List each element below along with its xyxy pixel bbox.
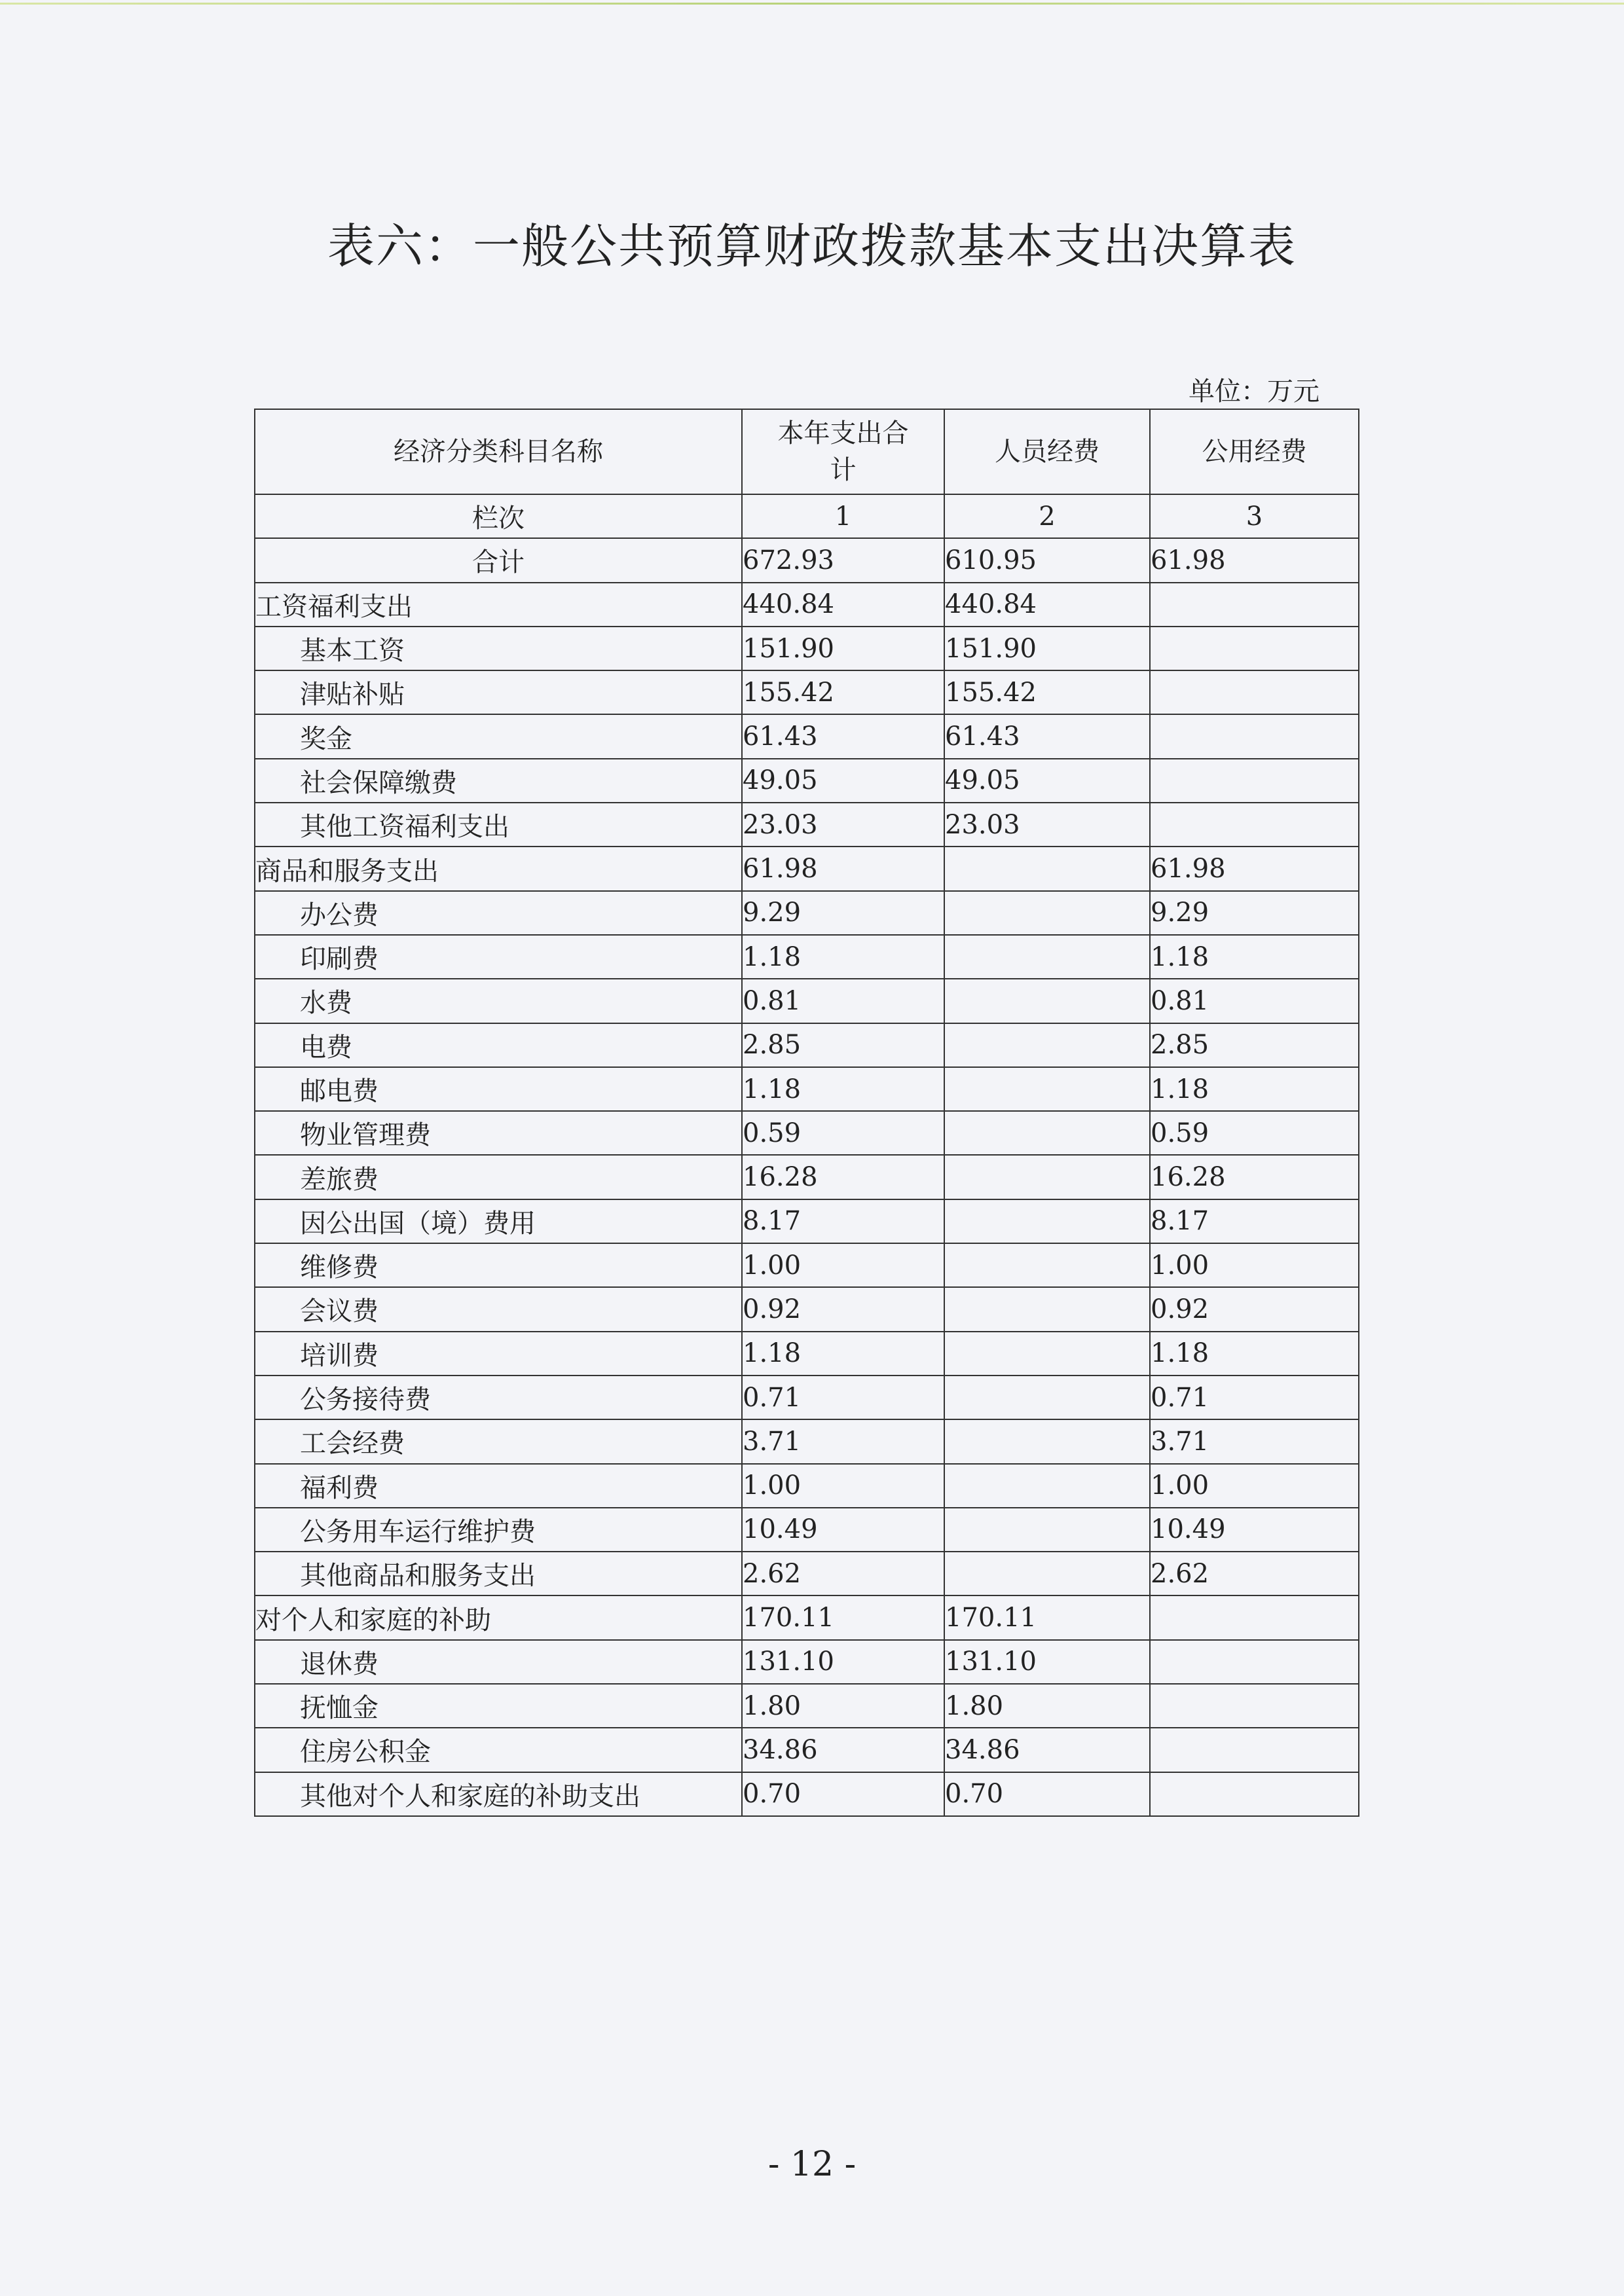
row-public-value: 61.98 [1150, 538, 1359, 582]
row-public-value: 16.28 [1150, 1155, 1359, 1199]
row-total-value: 0.92 [742, 1287, 944, 1331]
row-category-name: 对个人和家庭的补助 [255, 1595, 742, 1639]
row-total-value: 131.10 [742, 1640, 944, 1684]
table-row [255, 891, 1359, 935]
row-personnel-value [944, 1243, 1150, 1287]
row-total-value: 16.28 [742, 1155, 944, 1199]
header-category-name: 经济分类科目名称 [255, 409, 742, 494]
row-total-value: 1.80 [742, 1684, 944, 1728]
row-category-name: 会议费 [255, 1287, 742, 1331]
row-total-value: 49.05 [742, 759, 944, 803]
row-public-value: 0.71 [1150, 1376, 1359, 1419]
row-total-value: 672.93 [742, 538, 944, 582]
row-personnel-value: 170.11 [944, 1595, 1150, 1639]
row-total-value: 151.90 [742, 627, 944, 670]
row-personnel-value [944, 1155, 1150, 1199]
row-personnel-value [944, 979, 1150, 1023]
table-row [255, 803, 1359, 847]
row-public-value: 1.18 [1150, 935, 1359, 979]
row-personnel-value: 61.43 [944, 714, 1150, 758]
row-personnel-value: 34.86 [944, 1728, 1150, 1772]
table-body [255, 494, 1359, 1816]
row-personnel-value [944, 935, 1150, 979]
row-total-value: 10.49 [742, 1508, 944, 1552]
row-category-name: 公务用车运行维护费 [255, 1508, 742, 1552]
row-category-name: 其他商品和服务支出 [255, 1552, 742, 1595]
row-personnel-value [944, 1199, 1150, 1243]
row-category-name: 因公出国（境）费用 [255, 1199, 742, 1243]
table-row [255, 1640, 1359, 1684]
row-personnel-value [944, 1508, 1150, 1552]
row-public-value: 2.85 [1150, 1023, 1359, 1067]
table-row [255, 670, 1359, 714]
row-total-value: 8.17 [742, 1199, 944, 1243]
row-public-value [1150, 714, 1359, 758]
row-category-name: 住房公积金 [255, 1728, 742, 1772]
page-title: 表六：一般公共预算财政拨款基本支出决算表 [327, 219, 1297, 274]
row-public-value [1150, 759, 1359, 803]
row-category-name: 合计 [255, 538, 742, 582]
row-public-value: 1.18 [1150, 1332, 1359, 1376]
row-personnel-value [944, 1552, 1150, 1595]
table-row [255, 1332, 1359, 1376]
row-total-value: 9.29 [742, 891, 944, 935]
row-personnel-value: 155.42 [944, 670, 1150, 714]
row-category-name: 工资福利支出 [255, 583, 742, 627]
table-row [255, 1376, 1359, 1419]
row-public-value [1150, 583, 1359, 627]
row-personnel-value [944, 1376, 1150, 1419]
row-category-name: 培训费 [255, 1332, 742, 1376]
table-row [255, 759, 1359, 803]
table-row [255, 1199, 1359, 1243]
row-public-value [1150, 1684, 1359, 1728]
row-public-value [1150, 670, 1359, 714]
row-category-name: 工会经费 [255, 1419, 742, 1463]
row-category-name: 其他工资福利支出 [255, 803, 742, 847]
row-public-value: 8.17 [1150, 1199, 1359, 1243]
row-total-value: 1.00 [742, 1243, 944, 1287]
header-personnel-expenses: 人员经费 [944, 409, 1150, 494]
table-row [255, 494, 1359, 538]
row-total-value: 1.18 [742, 1332, 944, 1376]
row-personnel-value [944, 1023, 1150, 1067]
header-public-expenses: 公用经费 [1150, 409, 1359, 494]
row-personnel-value [944, 1067, 1150, 1111]
row-category-name: 奖金 [255, 714, 742, 758]
row-personnel-value: 151.90 [944, 627, 1150, 670]
row-total-value: 3.71 [742, 1419, 944, 1463]
row-personnel-value: 1.80 [944, 1684, 1150, 1728]
page-number: - 12 - [767, 2145, 857, 2184]
row-public-value: 0.81 [1150, 979, 1359, 1023]
row-personnel-value [944, 847, 1150, 890]
row-total-value: 1.00 [742, 1464, 944, 1508]
row-total-value: 170.11 [742, 1595, 944, 1639]
row-total-value: 155.42 [742, 670, 944, 714]
row-category-name: 抚恤金 [255, 1684, 742, 1728]
row-personnel-value: 23.03 [944, 803, 1150, 847]
table-row [255, 1508, 1359, 1552]
table-row [255, 538, 1359, 582]
row-personnel-value: 2 [944, 494, 1150, 538]
row-public-value: 3.71 [1150, 1419, 1359, 1463]
row-total-value: 1 [742, 494, 944, 538]
row-personnel-value [944, 1464, 1150, 1508]
row-category-name: 津贴补贴 [255, 670, 742, 714]
row-public-value: 1.00 [1150, 1243, 1359, 1287]
row-total-value: 0.70 [742, 1772, 944, 1816]
row-public-value: 0.92 [1150, 1287, 1359, 1331]
row-personnel-value: 131.10 [944, 1640, 1150, 1684]
row-total-value: 0.59 [742, 1111, 944, 1155]
row-personnel-value [944, 891, 1150, 935]
row-personnel-value [944, 1287, 1150, 1331]
row-category-name: 电费 [255, 1023, 742, 1067]
row-category-name: 栏次 [255, 494, 742, 538]
row-category-name: 基本工资 [255, 627, 742, 670]
table-header-row [255, 409, 1359, 494]
row-category-name: 印刷费 [255, 935, 742, 979]
budget-table [254, 409, 1359, 1817]
row-personnel-value: 440.84 [944, 583, 1150, 627]
row-public-value [1150, 1728, 1359, 1772]
row-category-name: 福利费 [255, 1464, 742, 1508]
table-row [255, 1155, 1359, 1199]
row-public-value [1150, 627, 1359, 670]
row-public-value: 2.62 [1150, 1552, 1359, 1595]
row-public-value: 61.98 [1150, 847, 1359, 890]
row-public-value [1150, 1772, 1359, 1816]
row-personnel-value: 0.70 [944, 1772, 1150, 1816]
row-category-name: 其他对个人和家庭的补助支出 [255, 1772, 742, 1816]
table-row [255, 583, 1359, 627]
row-category-name: 社会保障缴费 [255, 759, 742, 803]
row-personnel-value [944, 1332, 1150, 1376]
row-total-value: 0.81 [742, 979, 944, 1023]
row-public-value: 9.29 [1150, 891, 1359, 935]
unit-label: 单位：万元 [1189, 376, 1320, 407]
table-row [255, 714, 1359, 758]
row-category-name: 差旅费 [255, 1155, 742, 1199]
row-total-value: 34.86 [742, 1728, 944, 1772]
header-total-expenditure: 本年支出合计 [742, 409, 944, 494]
row-public-value: 10.49 [1150, 1508, 1359, 1552]
row-public-value: 1.18 [1150, 1067, 1359, 1111]
row-personnel-value [944, 1419, 1150, 1463]
table-row [255, 1684, 1359, 1728]
table-row [255, 935, 1359, 979]
row-total-value: 1.18 [742, 935, 944, 979]
row-personnel-value: 49.05 [944, 759, 1150, 803]
table-row [255, 1111, 1359, 1155]
row-category-name: 维修费 [255, 1243, 742, 1287]
row-public-value: 3 [1150, 494, 1359, 538]
row-category-name: 水费 [255, 979, 742, 1023]
table-row [255, 1464, 1359, 1508]
row-category-name: 退休费 [255, 1640, 742, 1684]
row-public-value [1150, 1640, 1359, 1684]
table-row [255, 1067, 1359, 1111]
table-row [255, 1023, 1359, 1067]
row-category-name: 办公费 [255, 891, 742, 935]
table-row [255, 979, 1359, 1023]
row-total-value: 2.62 [742, 1552, 944, 1595]
table-row [255, 1287, 1359, 1331]
row-total-value: 440.84 [742, 583, 944, 627]
row-total-value: 61.98 [742, 847, 944, 890]
row-category-name: 公务接待费 [255, 1376, 742, 1419]
top-edge-line [0, 3, 1624, 5]
row-public-value [1150, 1595, 1359, 1639]
row-total-value: 23.03 [742, 803, 944, 847]
row-category-name: 商品和服务支出 [255, 847, 742, 890]
table-row [255, 1552, 1359, 1595]
row-total-value: 0.71 [742, 1376, 944, 1419]
table-row [255, 1419, 1359, 1463]
row-category-name: 邮电费 [255, 1067, 742, 1111]
table-row [255, 627, 1359, 670]
row-public-value: 0.59 [1150, 1111, 1359, 1155]
row-category-name: 物业管理费 [255, 1111, 742, 1155]
row-personnel-value: 610.95 [944, 538, 1150, 582]
table-row [255, 847, 1359, 890]
row-public-value: 1.00 [1150, 1464, 1359, 1508]
table-row [255, 1772, 1359, 1816]
table-row [255, 1728, 1359, 1772]
row-public-value [1150, 803, 1359, 847]
table-row [255, 1595, 1359, 1639]
table-row [255, 1243, 1359, 1287]
row-total-value: 1.18 [742, 1067, 944, 1111]
row-total-value: 61.43 [742, 714, 944, 758]
row-total-value: 2.85 [742, 1023, 944, 1067]
row-personnel-value [944, 1111, 1150, 1155]
